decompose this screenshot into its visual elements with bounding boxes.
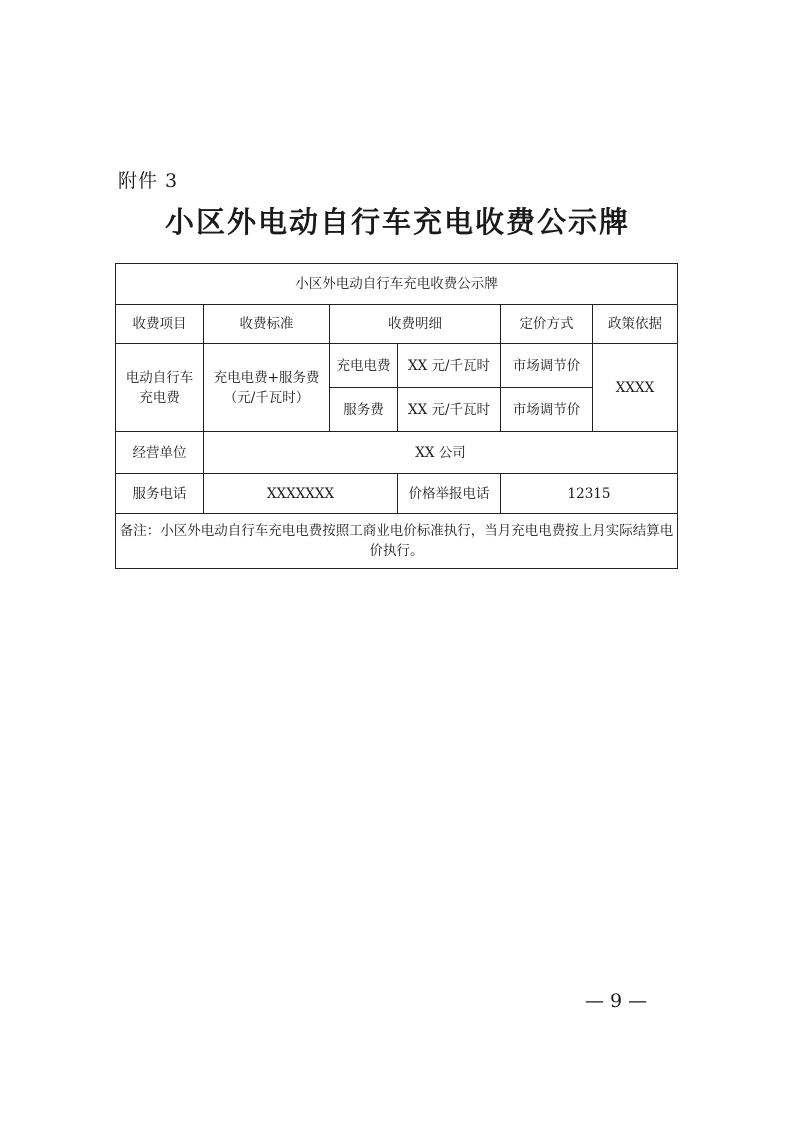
page-title: 小区外电动自行车充电收费公示牌 (164, 205, 630, 239)
fee-standard-value: 充电电费+服务费 （元/千瓦时） (204, 344, 330, 432)
page-number: — 9 — (585, 990, 648, 1012)
operator-label: 经营单位 (116, 432, 204, 474)
policy-basis-value: XXXX (593, 344, 678, 432)
detail-method: 市场调节价 (501, 388, 593, 432)
detail-name: 服务费 (330, 388, 398, 432)
service-phone-value: XXXXXXX (204, 474, 398, 514)
fee-table (115, 263, 678, 569)
table-caption: 小区外电动自行车充电收费公示牌 (116, 264, 678, 305)
detail-name: 充电电费 (330, 344, 398, 388)
fee-item-name: 电动自行车 充电费 (116, 344, 204, 432)
detail-price: XX 元/千瓦时 (398, 344, 501, 388)
report-phone-value: 12315 (501, 474, 678, 514)
header-standard: 收费标准 (204, 305, 330, 344)
service-phone-label: 服务电话 (116, 474, 204, 514)
detail-method: 市场调节价 (501, 344, 593, 388)
header-item: 收费项目 (116, 305, 204, 344)
header-pricing-method: 定价方式 (501, 305, 593, 344)
attachment-label: 附件 3 (118, 170, 179, 192)
header-policy-basis: 政策依据 (593, 305, 678, 344)
table-note: 备注：小区外电动自行车充电电费按照工商业电价标准执行，当月充电电费按上月实际结算电价执行。 (116, 514, 678, 569)
detail-price: XX 元/千瓦时 (398, 388, 501, 432)
header-detail: 收费明细 (330, 305, 501, 344)
operator-value: XX 公司 (204, 432, 678, 474)
report-phone-label: 价格举报电话 (398, 474, 501, 514)
